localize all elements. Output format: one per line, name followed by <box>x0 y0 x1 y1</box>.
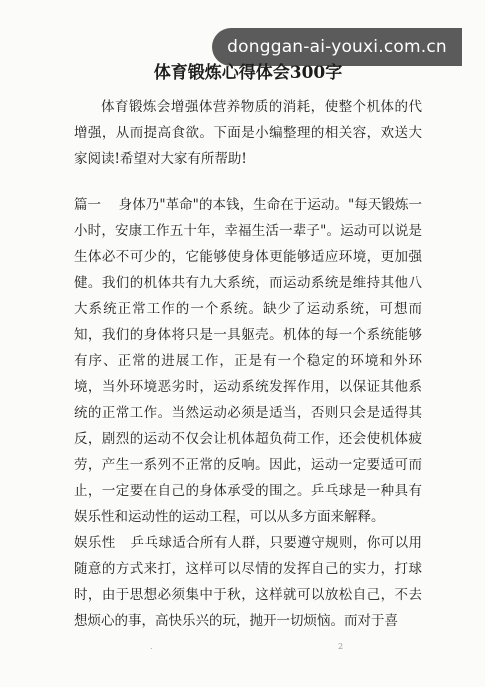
footer-page-mark: 2 <box>338 642 344 651</box>
paragraph-gap <box>74 172 422 192</box>
document-page <box>74 60 422 634</box>
site-watermark: donggan-ai-youxi.com.cn <box>212 28 462 66</box>
section-one-paragraph <box>74 192 422 530</box>
section-two-label: 娱乐性 <box>74 535 116 551</box>
document-title: 体育锻炼心得体会300字 <box>153 63 343 83</box>
section-two-text: 乒乓球适合所有人群，只要遵守规则，你可以用随意的方式来打，这样可以尽情的发挥自己的实力，打球时，由于思想必须集中于秋，这样就可以放松自己，不去想烦心的事，高快乐兴的玩，抛开一切烦恼。而对于喜 <box>74 535 423 629</box>
section-one-label: 篇一 <box>74 197 102 213</box>
intro-paragraph: 体育锻炼会增强体营养物质的消耗，使整个机体的代增强，从而提高食欲。下面是小编整理的相关容，欢送大家阅读!希望对大家有所帮助! <box>74 99 422 167</box>
section-one-text: 身体乃"革命"的本钱，生命在于运动。"每天锻炼一小时，安康工作五十年，幸福生活一辈子"。运动可以说是生体必不可少的，它能够使身体更能够适应环境，更加强健。我们的机体共有九大系统，而运动系统是维持其他八大系统正常工作的一个系统。缺少了运动系统，可想而知，我们的身体将只是一具躯壳。机体的每一个系统能够有序、正常的进展工作，正是有一个稳定的环境和外环境，当外环境恶劣时，运动系统发挥作用，以保证其他系统的正常工作。当然运动必须是适当，否则只会是适得其反，剧烈的运动不仅会让机体超负荷工作，还会使机体疲劳，产生一系列不正常的反响。因此，运动一定要适可而止，一定要在自己的身体承受的围之。乒乓球是一种具有娱乐性和运动性的运动工程，可以从多方面来解释。 <box>74 197 422 525</box>
footer-left-mark: . <box>150 642 153 651</box>
section-two-paragraph <box>74 530 422 634</box>
